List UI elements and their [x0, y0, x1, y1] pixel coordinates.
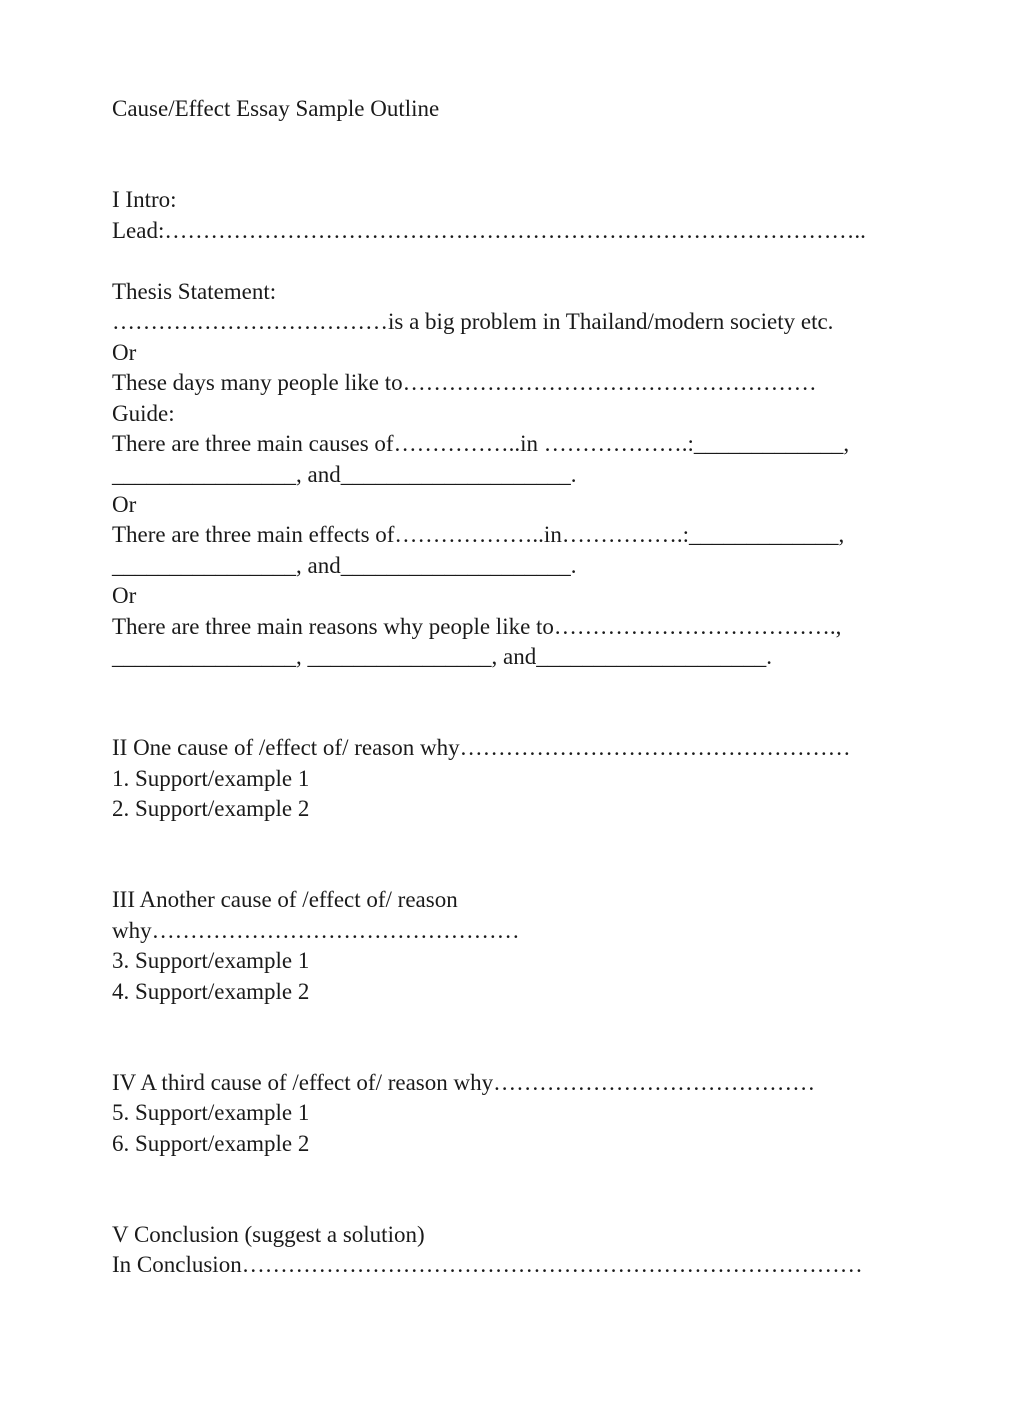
or-separator-2: Or: [112, 492, 137, 517]
guide-effects-line-2: ________________, and____________________.: [112, 553, 577, 578]
thesis-option-1: ………………………………is a big problem in Thailand/modern society etc.: [112, 309, 834, 334]
in-conclusion-line: In Conclusion………………………………………………………………………: [112, 1252, 863, 1277]
guide-causes-line-1: There are three main causes of……………..in ……………….:_____________,: [112, 431, 850, 456]
section-2-support-1: 1. Support/example 1: [112, 766, 310, 791]
section-2-heading: II One cause of /effect of/ reason why……………………………………………: [112, 735, 851, 760]
section-3-support-1: 3. Support/example 1: [112, 948, 310, 973]
or-separator-1: Or: [112, 340, 137, 365]
guide-reasons-line-1: There are three main reasons why people like to……………………………….,: [112, 614, 842, 639]
or-separator-3: Or: [112, 583, 137, 608]
guide-reasons-line-2: ________________, ________________, and____________________.: [112, 644, 772, 669]
section-3-heading-line-1: III Another cause of /effect of/ reason: [112, 887, 458, 912]
intro-heading: I Intro:: [112, 187, 177, 212]
section-4-heading: IV A third cause of /effect of/ reason why……………………………………: [112, 1070, 816, 1095]
section-4-support-2: 6. Support/example 2: [112, 1131, 310, 1156]
lead-line: Lead:………………………………………………………………………………..: [112, 218, 866, 243]
guide-causes-line-2: ________________, and____________________.: [112, 462, 577, 487]
document-title: Cause/Effect Essay Sample Outline: [112, 96, 440, 121]
section-2-support-2: 2. Support/example 2: [112, 796, 310, 821]
guide-label: Guide:: [112, 401, 175, 426]
thesis-label: Thesis Statement:: [112, 279, 277, 304]
guide-effects-line-1: There are three main effects of………………..in…………….:_____________,: [112, 522, 845, 547]
thesis-option-2: These days many people like to………………………………………………: [112, 370, 817, 395]
section-5-heading: V Conclusion (suggest a solution): [112, 1222, 425, 1247]
section-3-support-2: 4. Support/example 2: [112, 979, 310, 1004]
section-3-heading-line-2: why…………………………………………: [112, 918, 520, 943]
section-4-support-1: 5. Support/example 1: [112, 1100, 310, 1125]
